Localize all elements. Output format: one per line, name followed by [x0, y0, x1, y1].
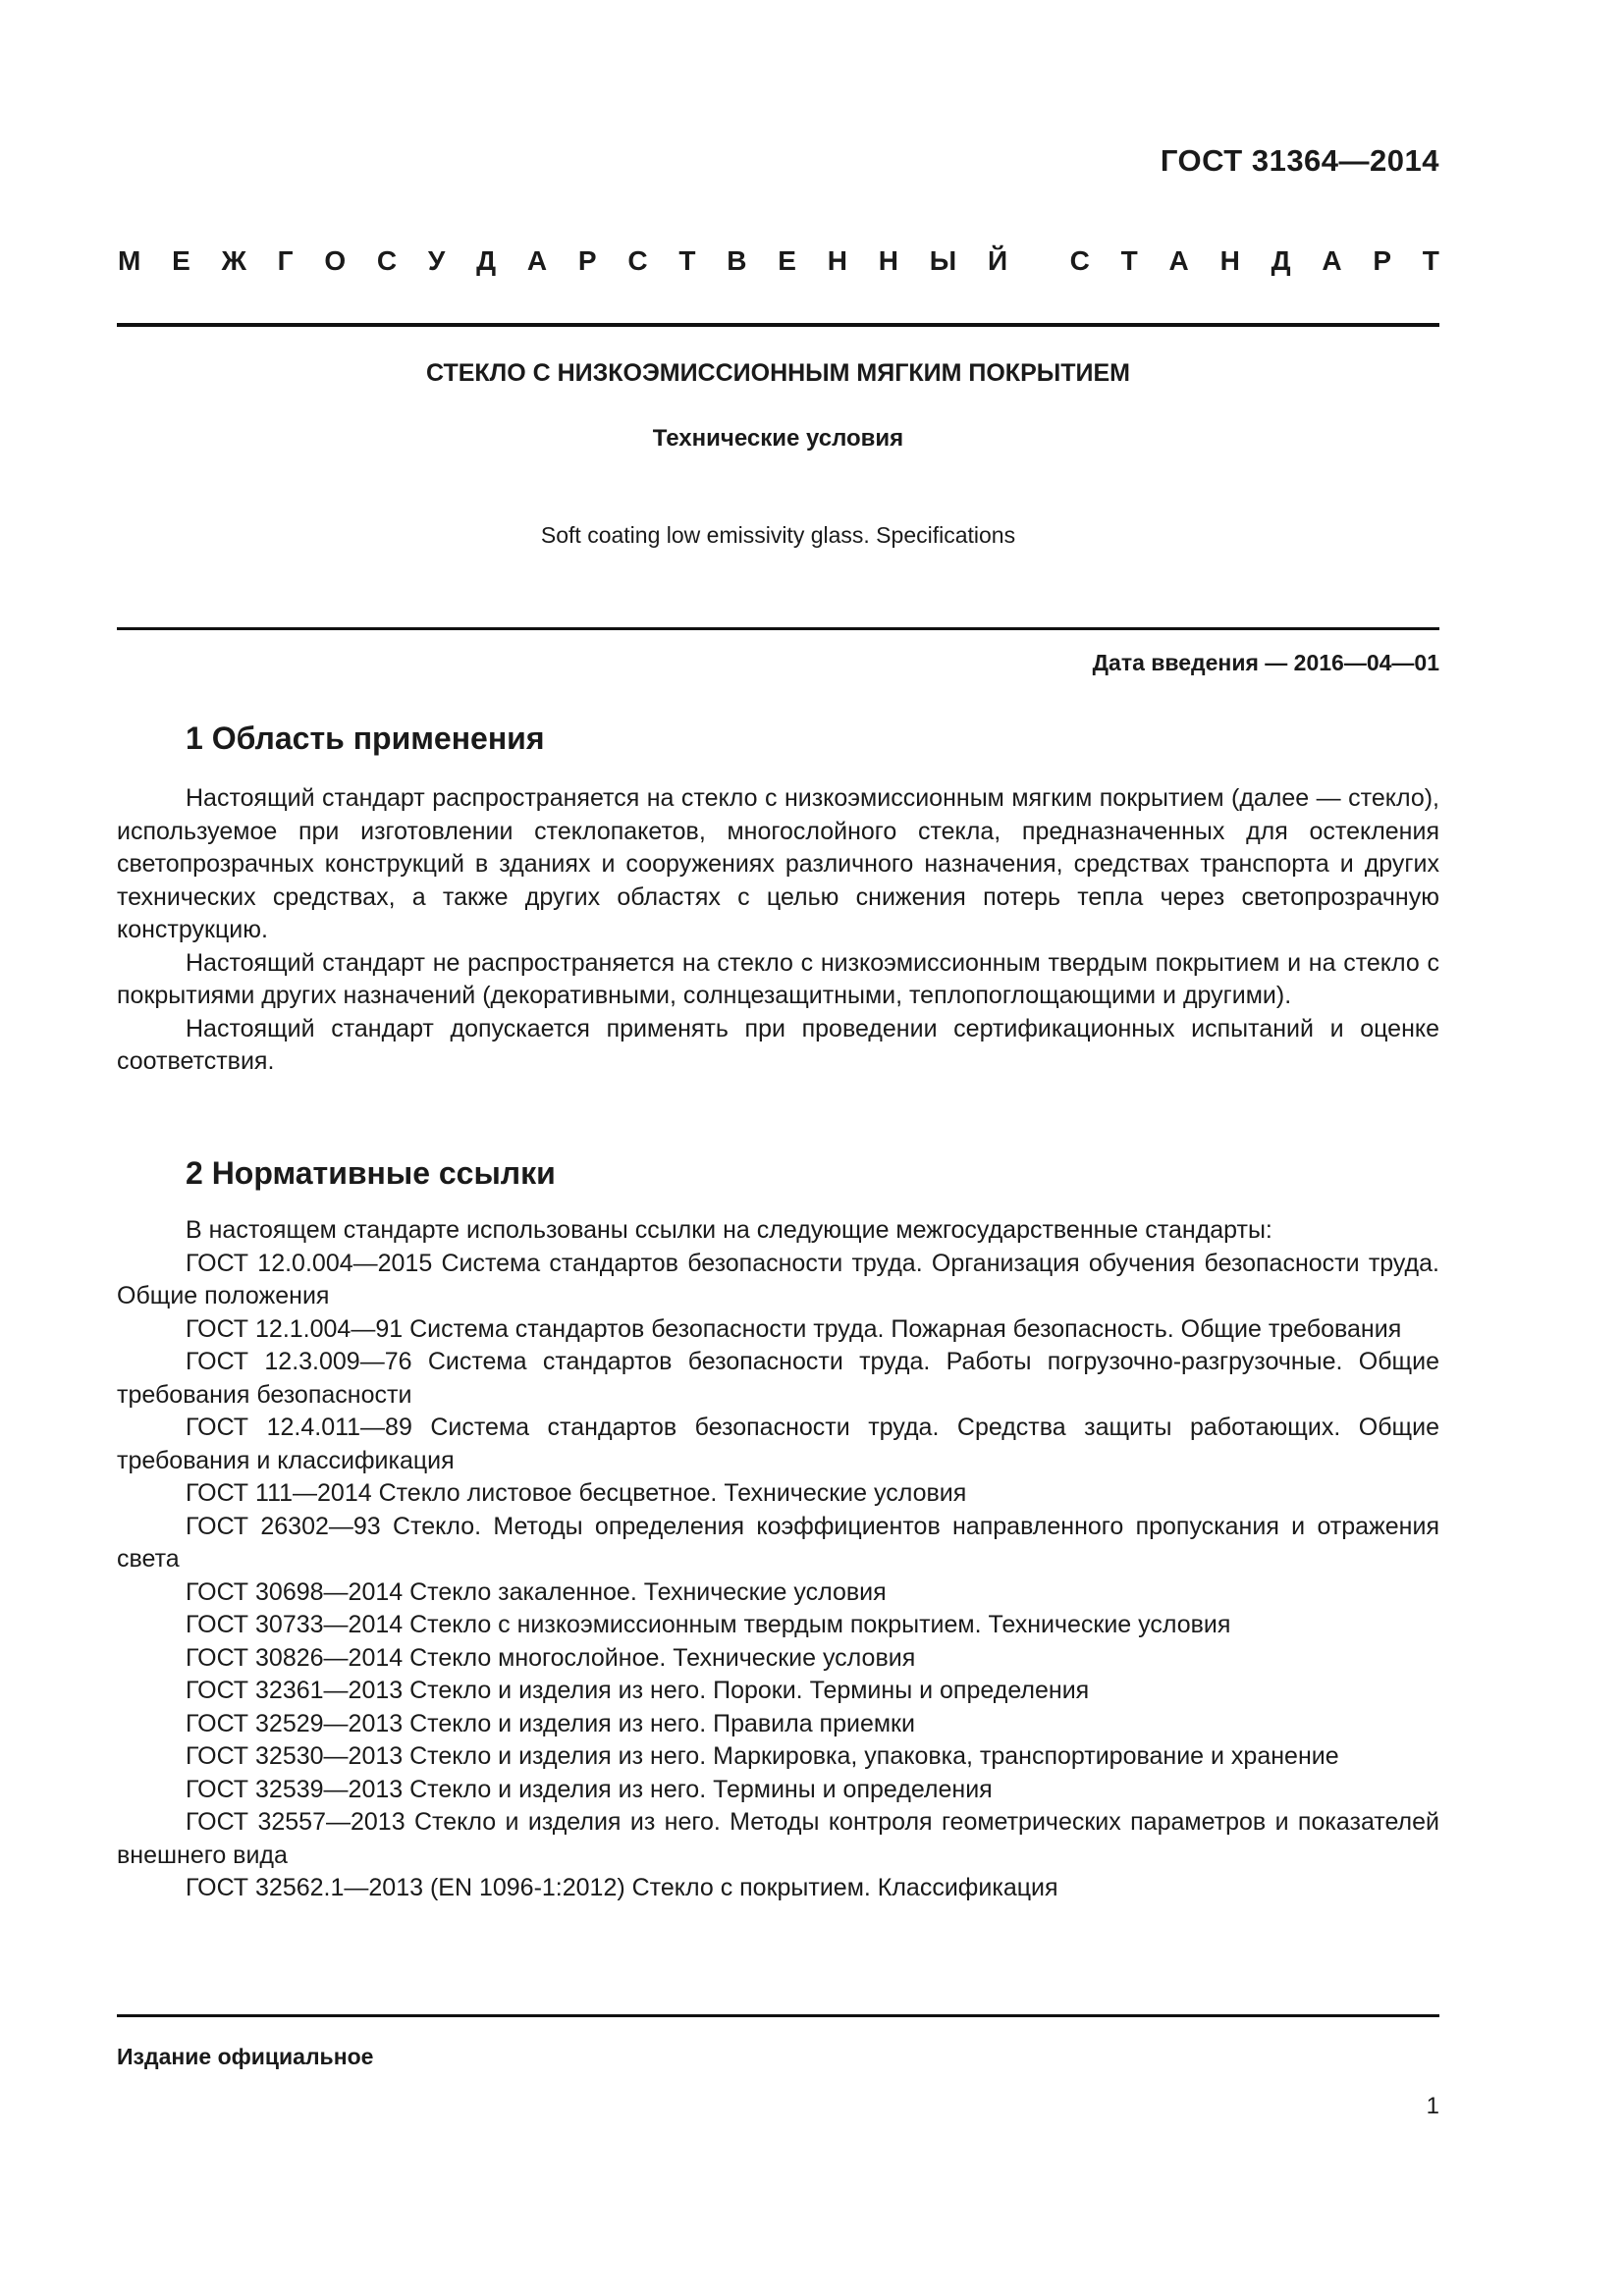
series-title: [118, 245, 1439, 277]
series-letter: Т: [1422, 245, 1439, 276]
english-title: Soft coating low emissivity glass. Specifications: [540, 522, 1016, 548]
series-letter: Т: [1120, 245, 1138, 276]
series-letter: М: [118, 245, 141, 276]
section-2-body: [117, 1214, 1439, 1905]
reference-item: ГОСТ 26302—93 Стекло. Методы определения коэффициентов направленного пропускания и отражения света: [117, 1512, 1439, 1573]
section-1-heading: 1 Область применения: [186, 721, 545, 756]
series-letter: Ж: [221, 245, 246, 276]
edition-label: Издание официальное: [117, 2044, 374, 2069]
paragraph: Настоящий стандарт не распространяется на стекло с низкоэмиссионным твердым покрытием и на стекло с покрытиями других назначений (декоративными, солнцезащитными, теплопоглощающими и другими).: [117, 948, 1439, 1009]
series-letter: В: [727, 245, 747, 276]
document-title: СТЕКЛО С НИЗКОЭМИССИОННЫМ МЯГКИМ ПОКРЫТИЕМ: [426, 359, 1130, 387]
series-letter: У: [427, 245, 446, 276]
series-letter: Н: [827, 245, 847, 276]
series-letter: С: [376, 245, 398, 276]
header-divider: [117, 323, 1439, 327]
series-letter: А: [526, 245, 548, 276]
footer-divider: [117, 2014, 1439, 2017]
series-letter: Т: [678, 245, 696, 276]
series-letter: А: [1168, 245, 1189, 276]
reference-item: ГОСТ 12.3.009—76 Система стандартов безопасности труда. Работы погрузочно-разгрузочные. Общие требования безопасности: [117, 1348, 1439, 1409]
reference-item: ГОСТ 32529—2013 Стекло и изделия из него. Правила приемки: [186, 1709, 915, 1737]
document-subtitle: Технические условия: [652, 425, 904, 452]
reference-item: ГОСТ 32361—2013 Стекло и изделия из него. Пороки. Термины и определения: [186, 1677, 1090, 1704]
reference-item: ГОСТ 32530—2013 Стекло и изделия из него. Маркировка, упаковка, транспортирование и хранение: [186, 1742, 1339, 1770]
page-number: 1: [1426, 2093, 1439, 2119]
references-intro: В настоящем стандарте использованы ссылки на следующие межгосударственные стандарты:: [186, 1216, 1272, 1244]
series-letter: Д: [476, 245, 497, 276]
reference-item: ГОСТ 32557—2013 Стекло и изделия из него. Методы контроля геометрических параметров и показателей внешнего вида: [117, 1808, 1439, 1869]
reference-item: ГОСТ 12.4.011—89 Система стандартов безопасности труда. Средства защиты работающих. Общие требования и классификация: [117, 1414, 1439, 1474]
series-letter: С: [627, 245, 648, 276]
reference-item: ГОСТ 32539—2013 Стекло и изделия из него. Термины и определения: [186, 1775, 993, 1803]
section-1-body: [117, 782, 1439, 1079]
reference-item: ГОСТ 30826—2014 Стекло многослойное. Технические условия: [186, 1643, 916, 1672]
series-letter: Д: [1271, 245, 1291, 276]
reference-item: ГОСТ 12.1.004—91 Система стандартов безопасности труда. Пожарная безопасность. Общие требования: [186, 1314, 1402, 1343]
section-2-heading: 2 Нормативные ссылки: [186, 1155, 556, 1191]
series-letter: Н: [1219, 245, 1240, 276]
series-letter: Е: [778, 245, 796, 276]
reference-item: ГОСТ 30733—2014 Стекло с низкоэмиссионным твердым покрытием. Технические условия: [186, 1611, 1231, 1638]
paragraph: Настоящий стандарт допускается применять при проведении сертификационных испытаний и оценке соответствия.: [117, 1014, 1439, 1075]
series-letter: Г: [277, 245, 294, 276]
series-letter: А: [1322, 245, 1342, 276]
series-letter: Н: [878, 245, 898, 276]
introduction-date: Дата введения — 2016—04—01: [1092, 650, 1439, 675]
document-number: ГОСТ 31364—2014: [1160, 143, 1439, 178]
series-letter: Й: [987, 245, 1008, 276]
reference-item: ГОСТ 32562.1—2013 (EN 1096-1:2012) Стекло с покрытием. Классификация: [186, 1874, 1058, 1901]
series-letter: Р: [1373, 245, 1392, 276]
reference-item: ГОСТ 12.0.004—2015 Система стандартов безопасности труда. Организация обучения безопасности труда. Общие положения: [117, 1249, 1439, 1309]
series-letter: Р: [577, 245, 597, 276]
series-letter: Е: [172, 245, 190, 276]
reference-item: ГОСТ 30698—2014 Стекло закаленное. Технические условия: [186, 1577, 887, 1606]
reference-item: ГОСТ 111—2014 Стекло листовое бесцветное. Технические условия: [186, 1479, 967, 1507]
series-letter: С: [1069, 245, 1090, 276]
series-letter: Ы: [929, 245, 957, 276]
series-letter: О: [324, 245, 347, 276]
title-divider: [117, 627, 1439, 630]
paragraph: Настоящий стандарт распространяется на стекло с низкоэмиссионным мягким покрытием (далее — стекло), используемое при изготовлении стеклопакетов, многослойного стекла, предназначенных для остекления светопрозрачных конструкций в зданиях и сооружениях различного назначения, средствах транспорта и других технических средствах, а также других областях с целью снижения потерь тепла через светопрозрачную конструкцию.: [117, 784, 1439, 943]
